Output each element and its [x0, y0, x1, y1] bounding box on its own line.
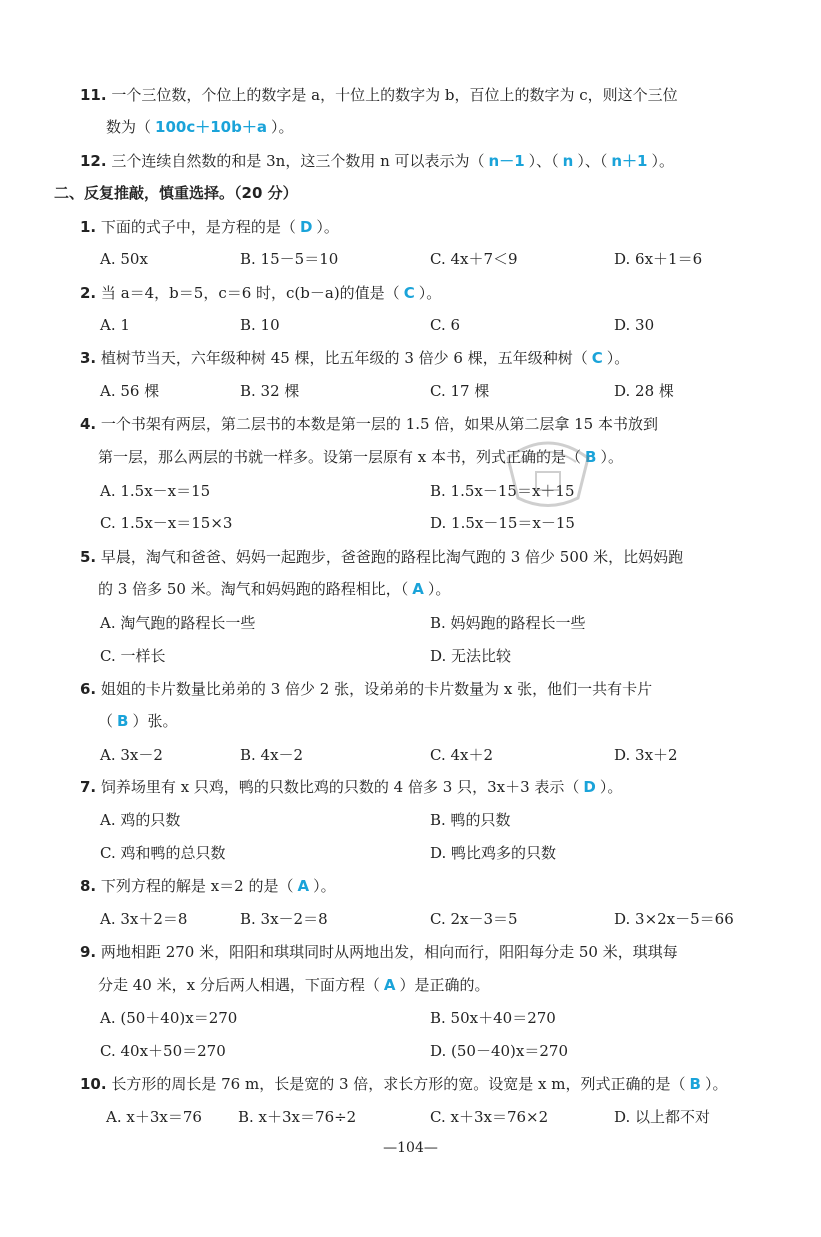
- q9-answer: A: [383, 976, 396, 994]
- q8-option-d: D. 3×2x－5＝66: [614, 910, 734, 928]
- q1-option-d: D. 6x＋1＝6: [614, 250, 703, 268]
- section-heading: 二、反复推敲，慎重选择。（20 分）: [54, 184, 298, 202]
- q9-option-d: D. (50－40)x＝270: [430, 1042, 568, 1060]
- q11-text: 一个三位数，个位上的数字是 a，十位上的数字为 b，百位上的数字为 c，则这个三位: [111, 86, 678, 104]
- q1-text: 下面的式子中，是方程的是（: [100, 218, 296, 236]
- q6-number: 6.: [80, 680, 97, 698]
- q5-line1: [80, 546, 683, 568]
- q10-answer: B: [689, 1075, 701, 1093]
- q11-line2: [106, 116, 293, 138]
- q10-option-a: A. x＋3x＝76: [106, 1108, 202, 1126]
- q10-option-b: B. x＋3x＝76÷2: [238, 1108, 357, 1126]
- q5-text2: 的 3 倍多 50 米。淘气和妈妈跑的路程相比，（: [98, 580, 409, 598]
- q10-option-d: D. 以上都不对: [614, 1108, 711, 1126]
- q8-option-b: B. 3x－2＝8: [240, 910, 328, 928]
- q5-option-c: C. 一样长: [100, 647, 166, 665]
- q2-line: [80, 282, 441, 304]
- q2-option-b: B. 10: [240, 316, 280, 334]
- q8-number: 8.: [80, 877, 97, 895]
- q4-text: 一个书架有两层，第二层书的本数是第一层的 1.5 倍，如果从第二层拿 15 本书放到: [100, 415, 658, 433]
- q3-option-d: D. 28 棵: [614, 382, 674, 400]
- q4-end: ）。: [600, 448, 623, 466]
- q9-text: 两地相距 270 米，阳阳和琪琪同时从两地出发，相向而行，阳阳每分走 50 米，琪琪每: [100, 943, 678, 961]
- q5-option-b: B. 妈妈跑的路程长一些: [430, 614, 586, 632]
- q2-option-a: A. 1: [100, 316, 130, 334]
- q2-option-c: C. 6: [430, 316, 461, 334]
- q2-text: 当 a＝4，b＝5，c＝6 时，c(b－a)的值是（: [100, 284, 400, 302]
- q5-text: 早晨，淘气和爸爸、妈妈一起跑步，爸爸跑的路程比淘气跑的 3 倍少 500 米，比妈妈跑: [100, 548, 684, 566]
- q7-number: 7.: [80, 778, 97, 796]
- q7-answer: D: [583, 778, 596, 796]
- q6-option-d: D. 3x＋2: [614, 746, 678, 764]
- q6-option-a: A. 3x－2: [100, 746, 163, 764]
- q5-option-a: A. 淘气跑的路程长一些: [100, 614, 256, 632]
- q9-option-a: A. (50＋40)x＝270: [100, 1009, 238, 1027]
- q8-text: 下列方程的解是 x＝2 的是（: [100, 877, 294, 895]
- q3-option-b: B. 32 棵: [240, 382, 300, 400]
- q2-answer: C: [403, 284, 415, 302]
- q3-line: [80, 347, 629, 369]
- q6-option-c: C. 4x＋2: [430, 746, 494, 764]
- q9-end: ）是正确的。: [399, 976, 490, 994]
- q10-line: [80, 1073, 727, 1095]
- q3-option-c: C. 17 棵: [430, 382, 490, 400]
- q11-line1: [80, 84, 678, 106]
- q3-option-a: A. 56 棵: [100, 382, 160, 400]
- q12-answer-3: n＋1: [611, 152, 648, 170]
- q1-end: ）。: [316, 218, 339, 236]
- q4-option-c: C. 1.5x－x＝15×3: [100, 514, 233, 532]
- q1-option-a: A. 50x: [100, 250, 148, 268]
- q11-text2: 数为（: [106, 118, 152, 136]
- q12-text: 三个连续自然数的和是 3n，这三个数用 n 可以表示为（: [111, 152, 485, 170]
- q6-answer: B: [117, 712, 129, 730]
- q4-option-b: B. 1.5x－15＝x＋15: [430, 482, 575, 500]
- seal-stamp-icon: [498, 428, 598, 510]
- q5-answer: A: [412, 580, 424, 598]
- q4-number: 4.: [80, 415, 97, 433]
- q8-option-a: A. 3x＋2＝8: [100, 910, 188, 928]
- q12-sep-2: ）、（: [577, 152, 608, 170]
- q12-answer-2: n: [562, 152, 574, 170]
- q3-number: 3.: [80, 349, 97, 367]
- q6-text: 姐姐的卡片数量比弟弟的 3 倍少 2 张，设弟弟的卡片数量为 x 张，他们一共有卡片: [100, 680, 653, 698]
- q2-end: ）。: [418, 284, 442, 302]
- q11-text3: ）。: [270, 118, 294, 136]
- q6-text2: （: [98, 712, 114, 730]
- q9-line2: [98, 974, 489, 996]
- q5-line2: [98, 578, 450, 600]
- q1-line: [80, 216, 339, 238]
- q9-line1: [80, 941, 678, 963]
- q8-answer: A: [297, 877, 310, 895]
- q1-option-c: C. 4x＋7＜9: [430, 250, 518, 268]
- q2-number: 2.: [80, 284, 97, 302]
- q7-option-d: D. 鸭比鸡多的只数: [430, 844, 557, 862]
- q8-option-c: C. 2x－3＝5: [430, 910, 518, 928]
- q7-option-c: C. 鸡和鸭的总只数: [100, 844, 226, 862]
- q4-text2: 第一层，那么两层的书就一样多。设第一层原有 x 本书，列式正确的是（: [98, 448, 581, 466]
- q2-option-d: D. 30: [614, 316, 655, 334]
- q4-answer: B: [585, 448, 597, 466]
- q9-text2: 分走 40 米，x 分后两人相遇，下面方程（: [98, 976, 380, 994]
- q12-end: ）。: [651, 152, 675, 170]
- q12-number: 12.: [80, 152, 107, 170]
- q10-text: 长方形的周长是 76 m，长是宽的 3 倍，求长方形的宽。设宽是 x m，列式正确的是（: [111, 1075, 686, 1093]
- q1-answer: D: [299, 218, 313, 236]
- q7-line: [80, 776, 622, 798]
- q4-option-d: D. 1.5x－15＝x－15: [430, 514, 575, 532]
- q11-answer: 100c＋10b＋a: [155, 118, 267, 136]
- q10-number: 10.: [80, 1075, 107, 1093]
- q3-end: ）。: [606, 349, 630, 367]
- q6-line1: [80, 678, 652, 700]
- q10-end: ）。: [704, 1075, 728, 1093]
- q7-end: ）。: [599, 778, 623, 796]
- q12-answer-1: n－1: [488, 152, 525, 170]
- q3-answer: C: [591, 349, 603, 367]
- q9-number: 9.: [80, 943, 97, 961]
- q9-option-c: C. 40x＋50＝270: [100, 1042, 226, 1060]
- q11-number: 11.: [80, 86, 107, 104]
- q7-option-a: A. 鸡的只数: [100, 811, 181, 829]
- q5-end: ）。: [427, 580, 451, 598]
- q7-option-b: B. 鸭的只数: [430, 811, 511, 829]
- q6-end: ）张。: [132, 712, 178, 730]
- q10-option-c: C. x＋3x＝76×2: [430, 1108, 549, 1126]
- q6-option-b: B. 4x－2: [240, 746, 304, 764]
- q8-end: ）。: [313, 877, 336, 895]
- q1-option-b: B. 15－5＝10: [240, 250, 339, 268]
- page-number: —104—: [383, 1140, 438, 1156]
- q12-sep-1: ）、（: [528, 152, 559, 170]
- q7-text: 饲养场里有 x 只鸡，鸭的只数比鸡的只数的 4 倍多 3 只，3x＋3 表示（: [100, 778, 580, 796]
- q12-line: [80, 150, 674, 172]
- q8-line: [80, 875, 336, 897]
- q5-option-d: D. 无法比较: [430, 647, 512, 665]
- q5-number: 5.: [80, 548, 97, 566]
- q6-line2: [98, 710, 177, 732]
- q1-number: 1.: [80, 218, 97, 236]
- q4-option-a: A. 1.5x－x＝15: [100, 482, 211, 500]
- q9-option-b: B. 50x＋40＝270: [430, 1009, 556, 1027]
- q3-text: 植树节当天，六年级种树 45 棵，比五年级的 3 倍少 6 棵，五年级种树（: [100, 349, 588, 367]
